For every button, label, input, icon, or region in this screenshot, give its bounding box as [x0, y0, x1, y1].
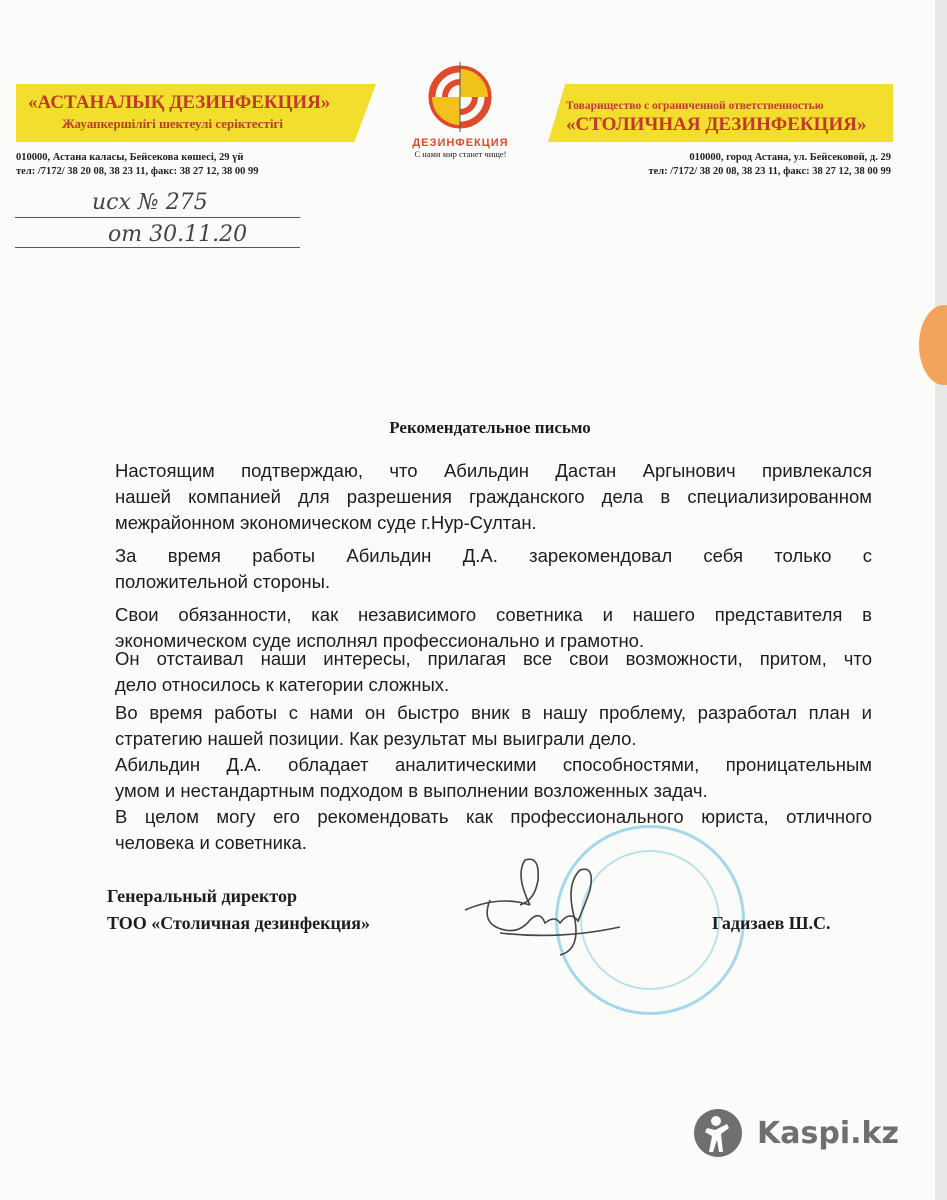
kaspi-watermark	[693, 1108, 899, 1158]
kaspi-logo-icon	[693, 1108, 743, 1158]
body-line: нашей компанией для разрешения гражданского дела в специализированном	[115, 486, 872, 507]
page-edge	[935, 0, 947, 1200]
signer-position: Генеральный директор	[107, 886, 297, 906]
body-line: межрайонном экономическом суде г.Нур-Султан.	[115, 512, 537, 533]
body-line: Свои обязанности, как независимого советника и нашего представителя в	[115, 604, 872, 625]
right-phone: тел: /7172/ 38 20 08, 38 23 11, факс: 38 27 12, 38 00 99	[648, 166, 891, 177]
right-address: 010000, город Астана, ул. Бейсековой, д. 29	[689, 152, 891, 163]
body-line: человека и советника.	[115, 832, 307, 853]
body-line: положительной стороны.	[115, 571, 331, 592]
left-company-name: «АСТАНАЛЫҚ ДЕЗИНФЕКЦИЯ»	[28, 92, 331, 113]
body-line: экономическом суде исполнял профессионально и грамотно.	[115, 630, 645, 651]
body-line: За время работы Абильдин Д.А. зарекомендовал себя только с	[115, 545, 872, 566]
left-company-subtitle: Жауапкершілігі шектеулі серіктестігі	[62, 116, 283, 131]
body-line: дело относилось к категории сложных.	[115, 674, 450, 695]
body-line: Абильдин Д.А. обладает аналитическими способностями, проницательным	[115, 754, 872, 775]
body-line: Он отстаивал наши интересы, прилагая все свои возможности, притом, что	[115, 648, 872, 669]
company-logo	[393, 62, 528, 159]
handwritten-date: от 30.11.20	[108, 222, 248, 247]
right-company-name: «СТОЛИЧНАЯ ДЕЗИНФЕКЦИЯ»	[566, 114, 867, 135]
body-line: умом и нестандартным подходом в выполнении возложенных задач.	[115, 780, 708, 801]
signer-name: Гадизаев Ш.С.	[712, 913, 831, 933]
letter-title: Рекомендательное письмо	[389, 418, 591, 437]
body-line: Во время работы с нами он быстро вник в нашу проблему, разработал план и	[115, 702, 872, 723]
body-line: Настоящим подтверждаю, что Абильдин Дастан Аргынович привлекался	[115, 460, 872, 481]
logo-slogan: С нами мир станет чище!	[414, 149, 507, 159]
ref-underline	[15, 217, 300, 218]
handwritten-ref: исх № 275	[92, 190, 208, 215]
target-logo-icon	[393, 62, 528, 132]
signature	[460, 855, 630, 965]
body-line: В целом могу его рекомендовать как профессионального юриста, отличного	[115, 806, 872, 827]
kaspi-text: Kaspi.kz	[757, 1115, 899, 1151]
date-underline	[15, 247, 300, 248]
signer-company: ТОО «Столичная дезинфекция»	[107, 913, 370, 933]
right-company-subtitle: Товарищество с ограниченной ответственностью	[566, 100, 824, 112]
left-phone: тел: /7172/ 38 20 08, 38 23 11, факс: 38 27 12, 38 00 99	[16, 166, 259, 177]
body-line: стратегию нашей позиции. Как результат мы выиграли дело.	[115, 728, 637, 749]
left-address: 010000, Астана каласы, Бейсекова көшесі, 29 үй	[16, 152, 244, 163]
logo-text: ДЕЗИНФЕКЦИЯ	[412, 137, 509, 149]
